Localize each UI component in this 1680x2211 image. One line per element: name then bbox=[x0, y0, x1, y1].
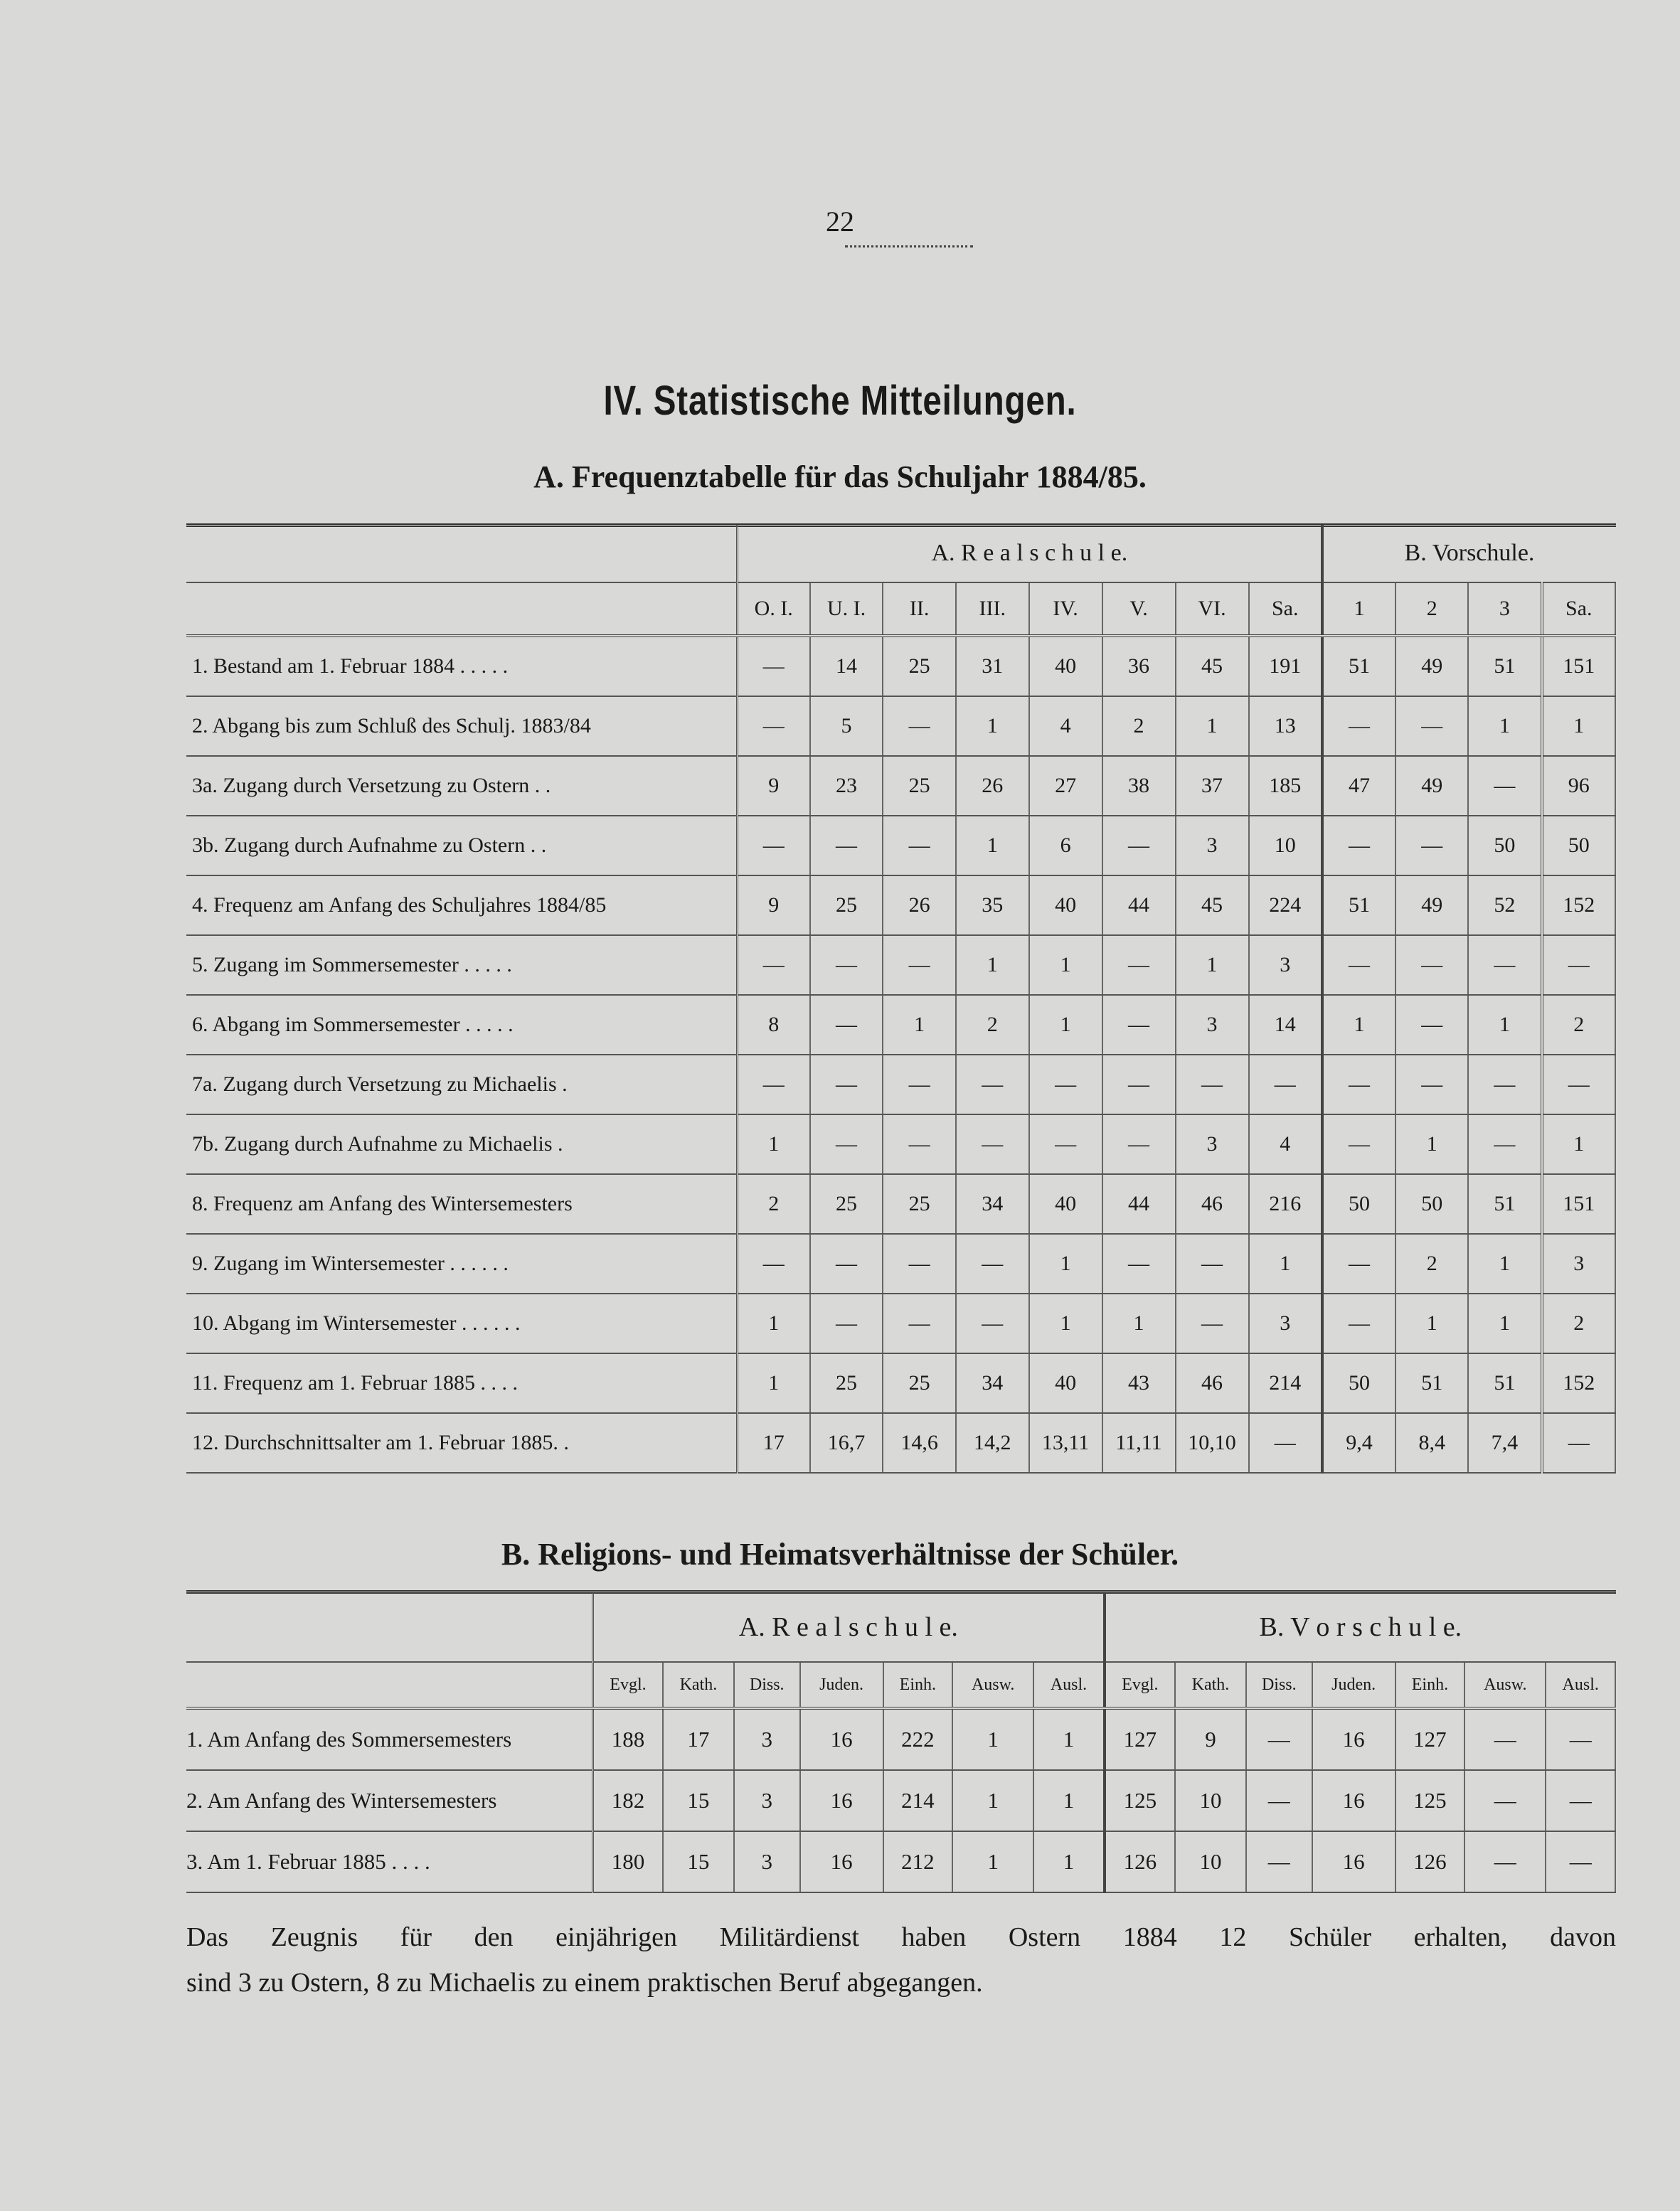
table-cell: 214 bbox=[1249, 1353, 1322, 1413]
table-cell: — bbox=[956, 1294, 1029, 1353]
table-cell: 50 bbox=[1395, 1174, 1468, 1234]
column-header: Juden. bbox=[1312, 1662, 1395, 1708]
table-cell: 52 bbox=[1468, 875, 1541, 935]
table-cell: 25 bbox=[883, 1353, 956, 1413]
table-cell: 5 bbox=[810, 696, 883, 756]
table-cell: 16 bbox=[1312, 1831, 1395, 1892]
row-label: 7a. Zugang durch Versetzung zu Michaelis . bbox=[186, 1055, 737, 1114]
table-cell: 180 bbox=[593, 1831, 663, 1892]
paragraph-line-2: sind 3 zu Ostern, 8 zu Michaelis zu einem praktischen Beruf abgegangen. bbox=[186, 1968, 983, 1998]
table-cell: 1 bbox=[1029, 935, 1102, 995]
table-cell: 182 bbox=[593, 1770, 663, 1831]
table-cell: — bbox=[1322, 696, 1395, 756]
table-cell: 1 bbox=[952, 1831, 1033, 1892]
table-cell: 13,11 bbox=[1029, 1413, 1102, 1473]
table-cell: 9 bbox=[1175, 1708, 1246, 1770]
table-row bbox=[186, 696, 1615, 756]
group-realschule: A. R e a l s c h u l e. bbox=[737, 525, 1322, 582]
column-header: Sa. bbox=[1249, 582, 1322, 636]
table-cell: — bbox=[1468, 1055, 1541, 1114]
group-vorschule-b: B. V o r s c h u l e. bbox=[1105, 1593, 1615, 1662]
table-cell: — bbox=[1395, 696, 1468, 756]
table-cell: — bbox=[810, 1055, 883, 1114]
table-cell: 10 bbox=[1249, 816, 1322, 875]
table-cell: 1 bbox=[956, 816, 1029, 875]
table-cell: 17 bbox=[663, 1708, 734, 1770]
table-cell: 8 bbox=[737, 995, 809, 1055]
row-label: 8. Frequenz am Anfang des Wintersemesters bbox=[186, 1174, 737, 1234]
table-cell: — bbox=[1322, 816, 1395, 875]
table-cell: 1 bbox=[883, 995, 956, 1055]
table-cell: — bbox=[1249, 1413, 1322, 1473]
column-header: IV. bbox=[1029, 582, 1102, 636]
table-cell: 1 bbox=[1395, 1294, 1468, 1353]
religion-table bbox=[186, 1593, 1616, 1893]
table-cell: 151 bbox=[1542, 1174, 1615, 1234]
table-cell: 4 bbox=[1249, 1114, 1322, 1174]
table-cell: — bbox=[1176, 1234, 1249, 1294]
table-cell: — bbox=[883, 1234, 956, 1294]
table-cell: 1 bbox=[737, 1114, 809, 1174]
table-cell: — bbox=[1102, 1114, 1176, 1174]
table-cell: 1 bbox=[1395, 1114, 1468, 1174]
table-cell: — bbox=[956, 1055, 1029, 1114]
group-vorschule: B. Vorschule. bbox=[1322, 525, 1615, 582]
table-cell: 3 bbox=[734, 1831, 800, 1892]
table-cell: 49 bbox=[1395, 756, 1468, 816]
table-cell: 1 bbox=[1322, 995, 1395, 1055]
column-header: Kath. bbox=[663, 1662, 734, 1708]
column-header: Ausl. bbox=[1546, 1662, 1615, 1708]
table-cell: 10,10 bbox=[1176, 1413, 1249, 1473]
table-cell: 6 bbox=[1029, 816, 1102, 875]
table-cell: 40 bbox=[1029, 1353, 1102, 1413]
table-a-corner bbox=[186, 525, 737, 582]
table-cell: 191 bbox=[1249, 636, 1322, 696]
column-header: Einh. bbox=[1395, 1662, 1465, 1708]
table-cell: — bbox=[1246, 1708, 1312, 1770]
table-cell: 27 bbox=[1029, 756, 1102, 816]
section-title: IV. Statistische Mitteilungen. bbox=[603, 378, 1077, 424]
table-cell: 16 bbox=[800, 1770, 883, 1831]
frequency-table bbox=[186, 525, 1616, 1474]
table-cell: — bbox=[1249, 1055, 1322, 1114]
table-cell: 16 bbox=[1312, 1708, 1395, 1770]
column-header: II. bbox=[883, 582, 956, 636]
table-cell: 152 bbox=[1542, 1353, 1615, 1413]
table-cell: — bbox=[1542, 935, 1615, 995]
table-cell: — bbox=[737, 696, 809, 756]
table-cell: 1 bbox=[737, 1294, 809, 1353]
table-cell: — bbox=[1395, 1055, 1468, 1114]
table-cell: — bbox=[1322, 1114, 1395, 1174]
table-cell: 14 bbox=[810, 636, 883, 696]
table-cell: 17 bbox=[737, 1413, 809, 1473]
table-cell: 127 bbox=[1395, 1708, 1465, 1770]
table-cell: 51 bbox=[1468, 1353, 1541, 1413]
column-header: Einh. bbox=[883, 1662, 953, 1708]
table-cell: 23 bbox=[810, 756, 883, 816]
row-label: 11. Frequenz am 1. Februar 1885 . . . . bbox=[186, 1353, 737, 1413]
column-header: VI. bbox=[1176, 582, 1249, 636]
row-label: 3b. Zugang durch Aufnahme zu Ostern . . bbox=[186, 816, 737, 875]
table-cell: 1 bbox=[952, 1770, 1033, 1831]
table-cell: 50 bbox=[1468, 816, 1541, 875]
table-cell: 214 bbox=[883, 1770, 953, 1831]
table-cell: 96 bbox=[1542, 756, 1615, 816]
table-cell: 40 bbox=[1029, 1174, 1102, 1234]
table-b-group-header bbox=[186, 1593, 1615, 1662]
table-cell: 51 bbox=[1468, 1174, 1541, 1234]
table-cell: 40 bbox=[1029, 636, 1102, 696]
table-cell: — bbox=[1102, 816, 1176, 875]
table-cell: 222 bbox=[883, 1708, 953, 1770]
column-header: Diss. bbox=[1246, 1662, 1312, 1708]
table-cell: 45 bbox=[1176, 875, 1249, 935]
table-cell: 1 bbox=[1029, 1294, 1102, 1353]
table-a-caption: A. Frequenztabelle für das Schuljahr 1884/85. bbox=[533, 459, 1147, 494]
row-label: 2. Am Anfang des Wintersemesters bbox=[186, 1770, 593, 1831]
table-cell: 125 bbox=[1105, 1770, 1175, 1831]
page-number: 22 bbox=[826, 206, 854, 238]
page-number-ornament bbox=[845, 245, 973, 247]
table-row bbox=[186, 1708, 1615, 1770]
table-cell: 212 bbox=[883, 1831, 953, 1892]
table-cell: 34 bbox=[956, 1174, 1029, 1234]
table-cell: — bbox=[1246, 1831, 1312, 1892]
table-cell: — bbox=[1468, 756, 1541, 816]
table-cell: — bbox=[810, 995, 883, 1055]
column-header: O. I. bbox=[737, 582, 809, 636]
table-cell: 1 bbox=[952, 1708, 1033, 1770]
table-cell: 1 bbox=[1468, 995, 1541, 1055]
column-header: Kath. bbox=[1175, 1662, 1246, 1708]
table-cell: — bbox=[737, 935, 809, 995]
table-a-group-header bbox=[186, 525, 1615, 582]
table-cell: 1 bbox=[1468, 1294, 1541, 1353]
table-cell: 2 bbox=[737, 1174, 809, 1234]
table-cell: 9 bbox=[737, 756, 809, 816]
table-cell: 51 bbox=[1322, 636, 1395, 696]
table-cell: 1 bbox=[1468, 696, 1541, 756]
row-label: 7b. Zugang durch Aufnahme zu Michaelis . bbox=[186, 1114, 737, 1174]
table-cell: 3 bbox=[1176, 1114, 1249, 1174]
table-cell: 40 bbox=[1029, 875, 1102, 935]
table-cell: 1 bbox=[1542, 696, 1615, 756]
table-cell: 4 bbox=[1029, 696, 1102, 756]
table-cell: 1 bbox=[956, 696, 1029, 756]
column-header: Evgl. bbox=[1105, 1662, 1175, 1708]
table-cell: — bbox=[1546, 1770, 1615, 1831]
table-row bbox=[186, 816, 1615, 875]
table-row bbox=[186, 756, 1615, 816]
column-header: Diss. bbox=[734, 1662, 800, 1708]
column-header: U. I. bbox=[810, 582, 883, 636]
row-label: 4. Frequenz am Anfang des Schuljahres 1884/85 bbox=[186, 875, 737, 935]
table-cell: — bbox=[1542, 1413, 1615, 1473]
row-label: 5. Zugang im Sommersemester . . . . . bbox=[186, 935, 737, 995]
table-cell: 25 bbox=[883, 636, 956, 696]
table-cell: 151 bbox=[1542, 636, 1615, 696]
column-header: Ausw. bbox=[1464, 1662, 1546, 1708]
table-row bbox=[186, 1831, 1615, 1892]
table-row bbox=[186, 1114, 1615, 1174]
paragraph-line-1: Das Zeugnis für den einjährigen Militärdienst haben Ostern 1884 12 Schüler erhalten, davon bbox=[186, 1922, 1616, 1952]
table-cell: 26 bbox=[883, 875, 956, 935]
table-b-corner bbox=[186, 1593, 593, 1662]
table-cell: 50 bbox=[1542, 816, 1615, 875]
table-cell: — bbox=[737, 636, 809, 696]
table-row bbox=[186, 875, 1615, 935]
table-cell: 2 bbox=[1395, 1234, 1468, 1294]
table-row bbox=[186, 1413, 1615, 1473]
table-cell: 1 bbox=[1029, 995, 1102, 1055]
table-cell: 50 bbox=[1322, 1353, 1395, 1413]
row-label: 12. Durchschnittsalter am 1. Februar 1885. . bbox=[186, 1413, 737, 1473]
table-cell: 25 bbox=[810, 1174, 883, 1234]
column-header: Juden. bbox=[800, 1662, 883, 1708]
table-row bbox=[186, 995, 1615, 1055]
row-label: 1. Am Anfang des Sommersemesters bbox=[186, 1708, 593, 1770]
table-cell: — bbox=[1246, 1770, 1312, 1831]
row-label: 3. Am 1. Februar 1885 . . . . bbox=[186, 1831, 593, 1892]
table-cell: 37 bbox=[1176, 756, 1249, 816]
table-cell: — bbox=[1176, 1055, 1249, 1114]
table-cell: 1 bbox=[1029, 1234, 1102, 1294]
table-cell: 224 bbox=[1249, 875, 1322, 935]
table-row bbox=[186, 1294, 1615, 1353]
table-cell: 2 bbox=[956, 995, 1029, 1055]
table-cell: — bbox=[1546, 1708, 1615, 1770]
table-cell: 3 bbox=[1542, 1234, 1615, 1294]
table-cell: — bbox=[737, 1055, 809, 1114]
column-header: 2 bbox=[1395, 582, 1468, 636]
table-cell: — bbox=[1395, 995, 1468, 1055]
table-cell: 15 bbox=[663, 1770, 734, 1831]
column-header: Ausl. bbox=[1033, 1662, 1104, 1708]
table-cell: — bbox=[883, 696, 956, 756]
table-row bbox=[186, 636, 1615, 696]
table-a-corner-2 bbox=[186, 582, 737, 636]
table-cell: — bbox=[883, 1055, 956, 1114]
table-b-column-header bbox=[186, 1662, 1615, 1708]
table-cell: 13 bbox=[1249, 696, 1322, 756]
table-cell: 185 bbox=[1249, 756, 1322, 816]
table-cell: — bbox=[883, 816, 956, 875]
table-cell: — bbox=[1464, 1831, 1546, 1892]
row-label: 9. Zugang im Wintersemester . . . . . . bbox=[186, 1234, 737, 1294]
table-cell: 46 bbox=[1176, 1174, 1249, 1234]
table-cell: 10 bbox=[1175, 1831, 1246, 1892]
group-realschule-b: A. R e a l s c h u l e. bbox=[593, 1593, 1105, 1662]
table-cell: — bbox=[1468, 1114, 1541, 1174]
table-cell: — bbox=[883, 1114, 956, 1174]
table-cell: 25 bbox=[883, 1174, 956, 1234]
table-cell: 1 bbox=[1176, 935, 1249, 995]
table-b-caption: B. Religions- und Heimatsverhältnisse der Schüler. bbox=[501, 1537, 1179, 1572]
table-cell: 2 bbox=[1102, 696, 1176, 756]
table-cell: 3 bbox=[1249, 935, 1322, 995]
table-cell: — bbox=[810, 1114, 883, 1174]
table-cell: — bbox=[737, 1234, 809, 1294]
table-cell: — bbox=[1546, 1831, 1615, 1892]
table-cell: — bbox=[810, 935, 883, 995]
table-cell: 126 bbox=[1105, 1831, 1175, 1892]
table-cell: — bbox=[1468, 935, 1541, 995]
table-cell: 3 bbox=[1249, 1294, 1322, 1353]
table-cell: 11,11 bbox=[1102, 1413, 1176, 1473]
table-cell: 3 bbox=[734, 1708, 800, 1770]
column-header: V. bbox=[1102, 582, 1176, 636]
table-cell: — bbox=[1029, 1114, 1102, 1174]
table-cell: 14 bbox=[1249, 995, 1322, 1055]
table-cell: — bbox=[1102, 935, 1176, 995]
table-cell: 1 bbox=[1033, 1831, 1104, 1892]
table-cell: 25 bbox=[883, 756, 956, 816]
table-cell: 44 bbox=[1102, 1174, 1176, 1234]
table-cell: 1 bbox=[1542, 1114, 1615, 1174]
column-header: 1 bbox=[1322, 582, 1395, 636]
table-row bbox=[186, 1353, 1615, 1413]
column-header: Ausw. bbox=[952, 1662, 1033, 1708]
table-cell: 43 bbox=[1102, 1353, 1176, 1413]
row-label: 3a. Zugang durch Versetzung zu Ostern . . bbox=[186, 756, 737, 816]
table-cell: 45 bbox=[1176, 636, 1249, 696]
table-cell: 1 bbox=[1102, 1294, 1176, 1353]
table-cell: — bbox=[810, 816, 883, 875]
table-cell: 25 bbox=[810, 1353, 883, 1413]
table-row bbox=[186, 1174, 1615, 1234]
table-cell: 216 bbox=[1249, 1174, 1322, 1234]
table-cell: — bbox=[1322, 1294, 1395, 1353]
table-cell: 2 bbox=[1542, 995, 1615, 1055]
table-cell: — bbox=[1029, 1055, 1102, 1114]
closing-paragraph bbox=[186, 1914, 1616, 2005]
table-cell: 31 bbox=[956, 636, 1029, 696]
table-cell: 51 bbox=[1322, 875, 1395, 935]
table-cell: 1 bbox=[1468, 1234, 1541, 1294]
table-cell: 49 bbox=[1395, 875, 1468, 935]
table-row bbox=[186, 1055, 1615, 1114]
table-cell: 3 bbox=[1176, 816, 1249, 875]
table-cell: 51 bbox=[1395, 1353, 1468, 1413]
row-label: 1. Bestand am 1. Februar 1884 . . . . . bbox=[186, 636, 737, 696]
table-cell: 25 bbox=[810, 875, 883, 935]
column-header: III. bbox=[956, 582, 1029, 636]
table-cell: 9,4 bbox=[1322, 1413, 1395, 1473]
table-cell: 35 bbox=[956, 875, 1029, 935]
table-cell: — bbox=[956, 1114, 1029, 1174]
table-cell: 3 bbox=[734, 1770, 800, 1831]
table-cell: — bbox=[810, 1234, 883, 1294]
table-cell: 15 bbox=[663, 1831, 734, 1892]
table-cell: 1 bbox=[1176, 696, 1249, 756]
table-cell: 16 bbox=[800, 1831, 883, 1892]
table-cell: 50 bbox=[1322, 1174, 1395, 1234]
table-cell: 1 bbox=[956, 935, 1029, 995]
table-cell: — bbox=[1176, 1294, 1249, 1353]
table-cell: — bbox=[1102, 995, 1176, 1055]
table-cell: 16,7 bbox=[810, 1413, 883, 1473]
table-cell: 126 bbox=[1395, 1831, 1465, 1892]
table-cell: — bbox=[1542, 1055, 1615, 1114]
column-header: 3 bbox=[1468, 582, 1541, 636]
table-cell: — bbox=[1102, 1234, 1176, 1294]
column-header: Evgl. bbox=[593, 1662, 663, 1708]
table-cell: 9 bbox=[737, 875, 809, 935]
table-cell: — bbox=[956, 1234, 1029, 1294]
table-cell: 49 bbox=[1395, 636, 1468, 696]
table-cell: — bbox=[883, 1294, 956, 1353]
table-cell: — bbox=[883, 935, 956, 995]
table-cell: 44 bbox=[1102, 875, 1176, 935]
table-cell: 127 bbox=[1105, 1708, 1175, 1770]
table-cell: 8,4 bbox=[1395, 1413, 1468, 1473]
table-cell: 1 bbox=[1033, 1770, 1104, 1831]
table-cell: 14,2 bbox=[956, 1413, 1029, 1473]
table-cell: 36 bbox=[1102, 636, 1176, 696]
table-row bbox=[186, 935, 1615, 995]
row-label: 10. Abgang im Wintersemester . . . . . . bbox=[186, 1294, 737, 1353]
table-cell: 16 bbox=[800, 1708, 883, 1770]
row-label: 6. Abgang im Sommersemester . . . . . bbox=[186, 995, 737, 1055]
table-cell: — bbox=[1102, 1055, 1176, 1114]
table-cell: 1 bbox=[1249, 1234, 1322, 1294]
table-cell: 46 bbox=[1176, 1353, 1249, 1413]
row-label: 2. Abgang bis zum Schluß des Schulj. 1883/84 bbox=[186, 696, 737, 756]
table-cell: 125 bbox=[1395, 1770, 1465, 1831]
table-cell: — bbox=[1322, 1234, 1395, 1294]
table-cell: 26 bbox=[956, 756, 1029, 816]
table-cell: 51 bbox=[1468, 636, 1541, 696]
table-cell: 1 bbox=[737, 1353, 809, 1413]
table-cell: — bbox=[1464, 1770, 1546, 1831]
table-cell: 10 bbox=[1175, 1770, 1246, 1831]
table-cell: 188 bbox=[593, 1708, 663, 1770]
table-cell: 2 bbox=[1542, 1294, 1615, 1353]
table-b-corner-2 bbox=[186, 1662, 593, 1708]
table-cell: — bbox=[1464, 1708, 1546, 1770]
table-cell: 7,4 bbox=[1468, 1413, 1541, 1473]
table-cell: — bbox=[1395, 816, 1468, 875]
table-cell: — bbox=[737, 816, 809, 875]
table-cell: — bbox=[1395, 935, 1468, 995]
table-row bbox=[186, 1234, 1615, 1294]
column-header: Sa. bbox=[1542, 582, 1615, 636]
table-cell: — bbox=[1322, 1055, 1395, 1114]
table-a-column-header bbox=[186, 582, 1615, 636]
table-cell: 47 bbox=[1322, 756, 1395, 816]
table-cell: 152 bbox=[1542, 875, 1615, 935]
table-cell: 16 bbox=[1312, 1770, 1395, 1831]
table-cell: 3 bbox=[1176, 995, 1249, 1055]
table-cell: — bbox=[810, 1294, 883, 1353]
table-cell: 34 bbox=[956, 1353, 1029, 1413]
table-cell: 38 bbox=[1102, 756, 1176, 816]
table-row bbox=[186, 1770, 1615, 1831]
table-cell: 14,6 bbox=[883, 1413, 956, 1473]
table-cell: 1 bbox=[1033, 1708, 1104, 1770]
table-cell: — bbox=[1322, 935, 1395, 995]
